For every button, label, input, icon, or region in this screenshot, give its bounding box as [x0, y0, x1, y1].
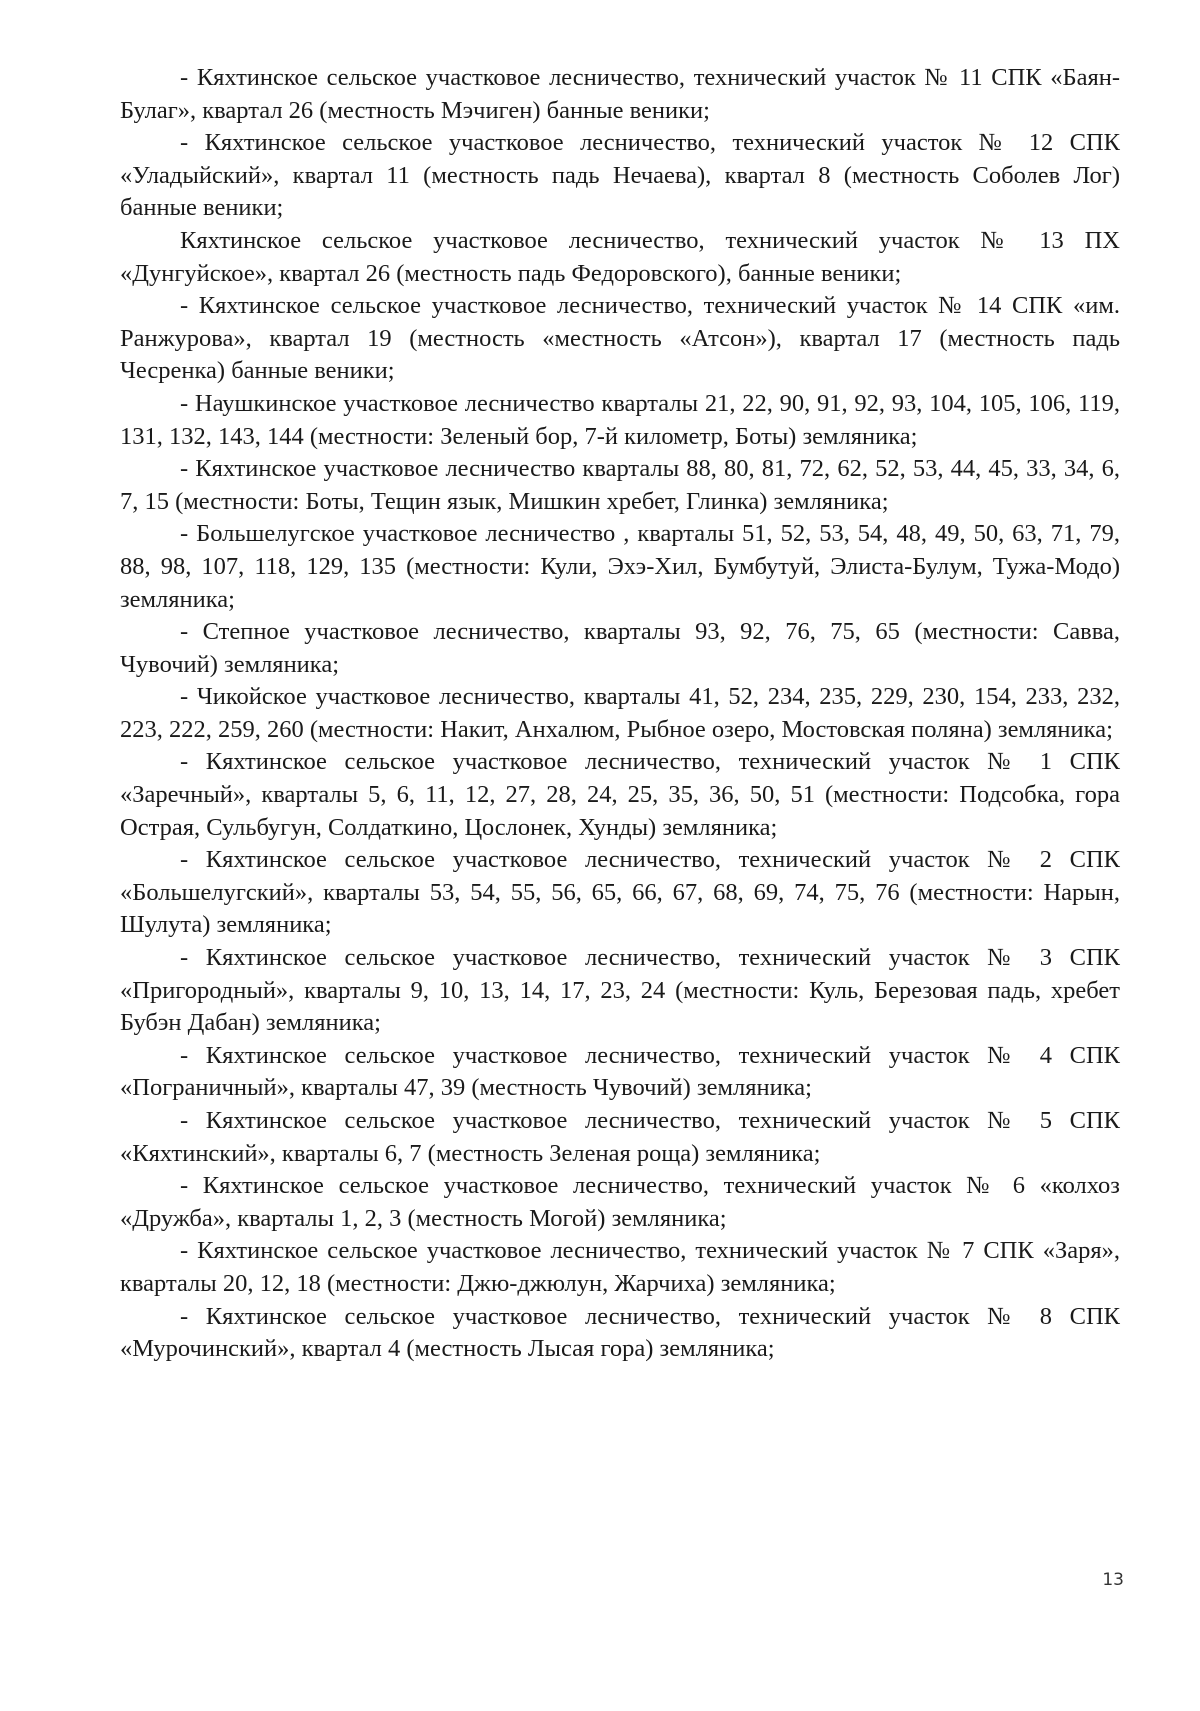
paragraph: - Кяхтинское сельское участковое лесничество, технический участок № 2 СПК «Большелугский», кварталы 53, 54, 55, 56, 65, 66, 67, 68, 69, 74, 75, 76 (местности: Нарын, Шулута) земляника; [120, 846, 1120, 939]
paragraph: - Большелугское участковое лесничество , кварталы 51, 52, 53, 54, 48, 49, 50, 63, 71, 79, 88, 98, 107, 118, 129, 135 (местности: Кули, Эхэ-Хил, Бумбутуй, Элиста-Булум, Тужа-Модо) земляника; [120, 520, 1120, 613]
paragraph: - Чикойское участковое лесничество, кварталы 41, 52, 234, 235, 229, 230, 154, 233, 232, 223, 222, 259, 260 (местности: Накит, Анхалюм, Рыбное озеро, Мостовская поляна) земляника; [120, 683, 1120, 743]
document-body [120, 62, 1120, 1366]
paragraph: - Кяхтинское сельское участковое лесничество, технический участок № 6 «колхоз «Дружба», кварталы 1, 2, 3 (местность Могой) земляника; [120, 1172, 1120, 1232]
paragraph: - Степное участковое лесничество, кварталы 93, 92, 76, 75, 65 (местности: Савва, Чувочий) земляника; [120, 618, 1120, 678]
paragraph: - Кяхтинское сельское участковое лесничество, технический участок № 1 СПК «Заречный», кварталы 5, 6, 11, 12, 27, 28, 24, 25, 35, 36, 50, 51 (местности: Подсобка, гора Острая, Сульбугун, Солдаткино, Цослонек, Хунды) земляника; [120, 748, 1120, 841]
paragraph: - Кяхтинское участковое лесничество кварталы 88, 80, 81, 72, 62, 52, 53, 44, 45, 33, 34, 6, 7, 15 (местности: Боты, Тещин язык, Мишкин хребет, Глинка) земляника; [120, 455, 1120, 515]
paragraph: - Кяхтинское сельское участковое лесничество, технический участок № 11 СПК «Баян-Булаг», квартал 26 (местность Мэчиген) банные веники; [120, 64, 1120, 124]
page-number: 13 [1102, 1570, 1124, 1590]
paragraph: Кяхтинское сельское участковое лесничество, технический участок № 13 ПХ «Дунгуйское», квартал 26 (местность падь Федоровского), банные веники; [120, 226, 1120, 287]
paragraph: - Кяхтинское сельское участковое лесничество, технический участок № 14 СПК «им. Ранжурова», квартал 19 (местность «местность «Атсон»), квартал 17 (местность падь Чесренка) банные веники; [120, 292, 1120, 385]
paragraph: - Кяхтинское сельское участковое лесничество, технический участок № 5 СПК «Кяхтинский», кварталы 6, 7 (местность Зеленая роща) земляника; [120, 1107, 1120, 1167]
paragraph: - Кяхтинское сельское участковое лесничество, технический участок № 4 СПК «Пограничный», кварталы 47, 39 (местность Чувочий) земляника; [120, 1041, 1120, 1102]
paragraph: - Кяхтинское сельское участковое лесничество, технический участок № 12 СПК «Уладыйский», квартал 11 (местность падь Нечаева), квартал 8 (местность Соболев Лог) банные веники; [120, 129, 1120, 222]
paragraph: - Наушкинское участковое лесничество кварталы 21, 22, 90, 91, 92, 93, 104, 105, 106, 119, 131, 132, 143, 144 (местности: Зеленый бор, 7-й километр, Боты) земляника; [120, 389, 1120, 450]
paragraph: - Кяхтинское сельское участковое лесничество, технический участок № 7 СПК «Заря», кварталы 20, 12, 18 (местности: Джю-джюлун, Жарчиха) земляника; [120, 1237, 1120, 1297]
paragraph: - Кяхтинское сельское участковое лесничество, технический участок № 3 СПК «Пригородный», кварталы 9, 10, 13, 14, 17, 23, 24 (местности: Куль, Березовая падь, хребет Бубэн Дабан) земляника; [120, 944, 1120, 1037]
paragraph: - Кяхтинское сельское участковое лесничество, технический участок № 8 СПК «Мурочинский», квартал 4 (местность Лысая гора) земляника; [120, 1302, 1120, 1363]
